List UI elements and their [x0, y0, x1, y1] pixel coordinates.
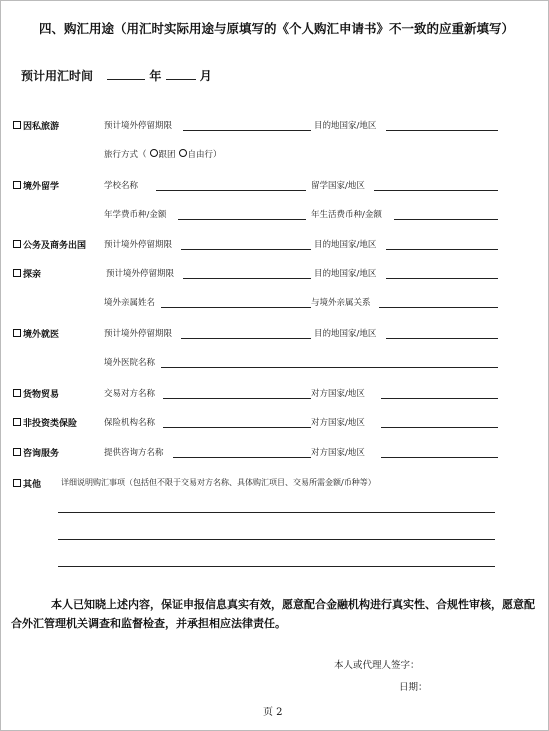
- radio-icon[interactable]: [179, 149, 187, 157]
- business-dest-field[interactable]: [386, 249, 498, 250]
- living-cost-label: 年生活费币种/金额: [311, 210, 382, 220]
- month-label: 月: [199, 69, 212, 83]
- date-label: 日期：: [399, 682, 428, 693]
- checkbox-icon: [13, 418, 21, 426]
- trade-counterparty-label: 交易对方名称: [104, 389, 156, 399]
- other-line-2[interactable]: [58, 539, 495, 540]
- medical-dest-label: 目的地国家/地区: [314, 329, 377, 339]
- insurer-label: 保险机构名称: [104, 418, 156, 428]
- expected-time-label: 预计用汇时间: [21, 69, 94, 83]
- travel-mode-row: 旅行方式（ 跟团 自由行）: [104, 150, 222, 160]
- tuition-label: 年学费币种/金额: [104, 210, 167, 220]
- study-country-label: 留学国家/地区: [311, 181, 365, 191]
- checkbox-insurance[interactable]: 非投资类保险: [13, 416, 77, 429]
- tuition-field[interactable]: [178, 219, 306, 220]
- business-dest-label: 目的地国家/地区: [314, 240, 377, 250]
- year-label: 年: [149, 69, 162, 83]
- checkbox-icon: [13, 329, 21, 337]
- tourism-stay-label: 预计境外停留期限: [104, 121, 173, 131]
- business-stay-field[interactable]: [181, 249, 311, 250]
- checkbox-consulting[interactable]: 咨询服务: [13, 446, 59, 459]
- declaration-text: 本人已知晓上述内容，保证申报信息真实有效，愿意配合金融机构进行真实性、合规性审核，愿意配合外汇管理机关调查和监督检查，并承担相应法律责任。: [11, 598, 535, 630]
- checkbox-icon: [13, 389, 21, 397]
- relationship-label: 与境外亲属关系: [311, 298, 371, 308]
- checkbox-tourism[interactable]: 因私旅游: [13, 119, 59, 132]
- signature-label: 本人或代理人签字：: [334, 660, 420, 671]
- checkbox-medical[interactable]: 境外就医: [13, 327, 59, 340]
- checkbox-trade[interactable]: 货物贸易: [13, 387, 59, 400]
- business-stay-label: 预计境外停留期限: [104, 240, 173, 250]
- hospital-label: 境外医院名称: [104, 358, 156, 368]
- trade-counterparty-field[interactable]: [163, 398, 311, 399]
- section-title: 四、购汇用途（用汇时实际用途与原填写的《个人购汇申请书》不一致的应重新填写）: [39, 21, 515, 36]
- living-cost-field[interactable]: [394, 219, 498, 220]
- year-field[interactable]: [107, 67, 145, 80]
- month-field[interactable]: [166, 67, 196, 80]
- medical-stay-field[interactable]: [181, 338, 311, 339]
- trade-country-field[interactable]: [381, 398, 498, 399]
- checkbox-other[interactable]: 其他: [13, 477, 41, 490]
- school-name-field[interactable]: [156, 190, 306, 191]
- visit-stay-field[interactable]: [183, 278, 311, 279]
- school-name-label: 学校名称: [104, 181, 139, 191]
- other-line-1[interactable]: [58, 512, 495, 513]
- checkbox-visit[interactable]: 探亲: [13, 267, 41, 280]
- tourism-dest-field[interactable]: [386, 130, 498, 131]
- visit-stay-label: 预计境外停留期限: [106, 269, 175, 279]
- checkbox-study[interactable]: 境外留学: [13, 179, 59, 192]
- relationship-field[interactable]: [379, 307, 498, 308]
- checkbox-icon: [13, 121, 21, 129]
- relative-name-field[interactable]: [161, 307, 311, 308]
- insurance-country-label: 对方国家/地区: [311, 418, 365, 428]
- insurance-country-field[interactable]: [381, 427, 498, 428]
- other-line-3[interactable]: [58, 566, 495, 567]
- study-country-field[interactable]: [374, 190, 498, 191]
- checkbox-icon: [13, 269, 21, 277]
- insurer-field[interactable]: [163, 427, 311, 428]
- consulting-country-label: 对方国家/地区: [311, 448, 365, 458]
- relative-name-label: 境外亲属姓名: [104, 298, 156, 308]
- medical-dest-field[interactable]: [386, 338, 498, 339]
- trade-country-label: 对方国家/地区: [311, 389, 365, 399]
- checkbox-icon: [13, 181, 21, 189]
- consulting-provider-label: 提供咨询方名称: [104, 448, 164, 458]
- radio-icon[interactable]: [150, 149, 158, 157]
- checkbox-icon: [13, 448, 21, 456]
- tourism-dest-label: 目的地国家/地区: [314, 121, 377, 131]
- medical-stay-label: 预计境外停留期限: [104, 329, 173, 339]
- consulting-country-field[interactable]: [381, 457, 498, 458]
- expected-time-row: [21, 67, 212, 84]
- page-number: 页 2: [263, 707, 283, 718]
- visit-dest-field[interactable]: [386, 278, 498, 279]
- checkbox-icon: [13, 240, 21, 248]
- checkbox-business[interactable]: 公务及商务出国: [13, 238, 86, 251]
- visit-dest-label: 目的地国家/地区: [314, 269, 377, 279]
- hospital-field[interactable]: [161, 367, 498, 368]
- other-desc-label: 详细说明购汇事项（包括但不限于交易对方名称、具体购汇项目、交易所需金额/币种等）: [61, 478, 376, 487]
- checkbox-icon: [13, 479, 21, 487]
- consulting-provider-field[interactable]: [173, 457, 311, 458]
- tourism-stay-field[interactable]: [183, 130, 311, 131]
